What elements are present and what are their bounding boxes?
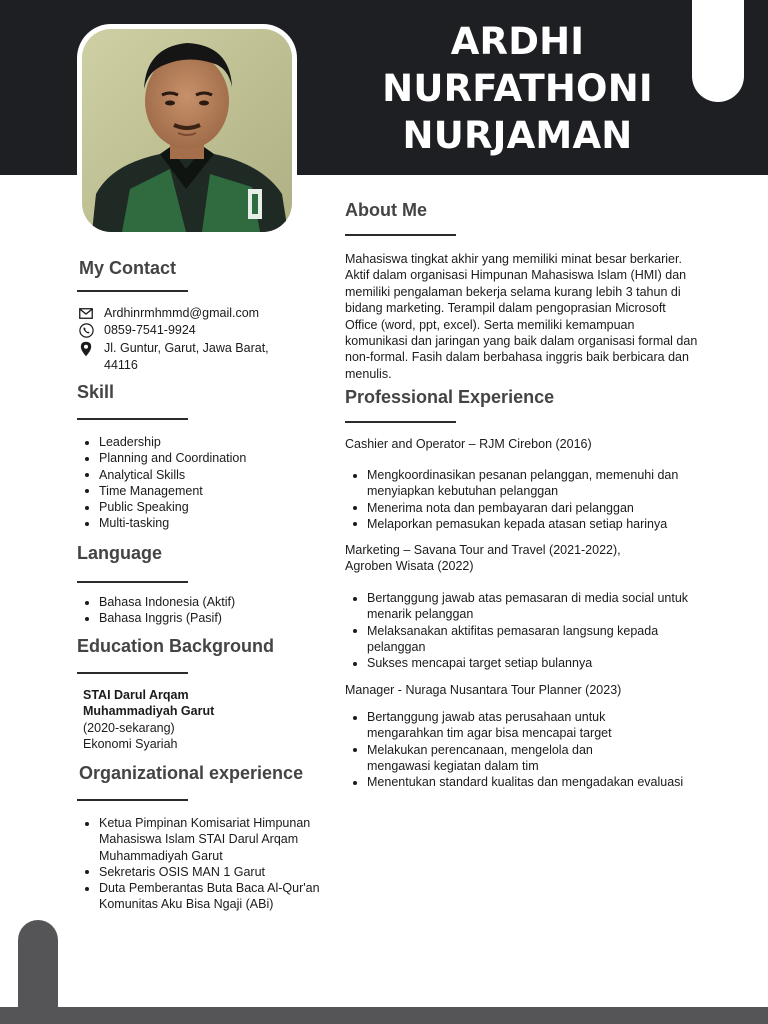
contact-phone[interactable]: 0859-7541-9924 [104,323,196,337]
list-item [345,467,678,500]
list-item-line: Bertanggung jawab atas pemasaran di media social untuk [367,591,689,605]
list-item [345,590,688,623]
education-heading: Education Background [77,636,275,656]
list-item: Time Management [77,483,246,499]
decorative-tab-top [692,0,744,102]
about-line: menulis. [345,366,392,381]
mail-icon [77,305,95,322]
experience-divider [345,421,456,423]
about-line: non-formal. Fasih dalam berbahasa inggris baik berbicara dan [345,350,689,365]
phone-icon [77,322,95,339]
list-item-line: Menentukan standard kualitas dan mengadakan evaluasi [367,775,684,790]
list-item [77,880,320,913]
about-line: Aktif dalam organisasi Himpunan Mahasiswa Islam (HMI) dan [345,268,687,283]
job-duties-list [345,709,683,790]
profile-photo [82,29,292,232]
organization-heading: Organizational experience [79,763,304,783]
list-item: Planning and Coordination [77,450,246,466]
about-line: bidang marketing. Terampil dalam pengoprasian Microsoft [345,301,666,316]
list-item: Leadership [77,434,246,450]
list-item-line: Mengkoordinasikan pesanan pelanggan, memenuhi dan [367,468,679,482]
job-title-line: Cashier and Operator – RJM Cirebon (2016) [345,437,592,451]
list-item-line: Ketua Pimpinan Komisariat Himpunan [99,816,311,830]
list-item [345,709,683,742]
list-item [345,516,678,532]
name-line-3: NURJAMAN [402,114,633,157]
list-item-line: Melakukan perencanaan, mengelola dan [367,742,593,757]
job-duties-list [345,467,678,532]
address-line-2: 44116 [104,358,138,372]
list-item-line: Bertanggung jawab atas perusahaan untuk [367,710,606,724]
education-divider [77,672,188,674]
list-item-line: Komunitas Aku Bisa Ngaji (ABi) [99,897,274,912]
contact-address-row [77,340,269,374]
list-item-line: mengawasi kegiatan dalam tim [367,758,539,773]
list-item-line: menyiapkan kebutuhan pelanggan [367,484,559,499]
language-list [77,594,235,627]
about-paragraph [345,251,705,382]
job-title-line: Manager - Nuraga Nusantara Tour Planner (2023) [345,683,622,697]
address-line-1: Jl. Guntur, Garut, Jawa Barat, [104,341,269,355]
job-title [345,542,621,575]
list-item: Bahasa Inggris (Pasif) [77,610,235,626]
list-item-line: Duta Pemberantas Buta Baca Al-Qur'an [99,881,320,896]
list-item-line: Melaksanakan aktifitas pemasaran langsung kepada [367,623,659,638]
organization-divider [77,799,188,801]
list-item: Analytical Skills [77,467,246,483]
contact-heading: My Contact [79,258,177,278]
contact-phone-row [77,322,196,339]
list-item [345,500,678,516]
skill-heading: Skill [77,382,115,402]
education-period: (2020-sekarang) [83,720,175,735]
contact-email-row [77,305,259,322]
organization-list [77,815,320,913]
about-divider [345,234,456,236]
candidate-name [370,18,665,159]
list-item-line: menarik pelanggan [367,607,474,622]
job-duties-list [345,590,688,671]
about-heading: About Me [345,200,427,220]
list-item: Public Speaking [77,499,246,515]
about-line: Office (word, ppt, excel). Serta memiliki kemampuan [345,317,635,332]
list-item-line: Menerima nota dan pembayaran dari pelanggan [367,500,634,515]
language-heading: Language [77,543,163,563]
list-item [345,623,688,656]
job-title [345,436,592,452]
list-item-line: Melaporkan pemasukan kepada atasan setiap harinya [367,516,668,531]
skill-divider [77,418,188,420]
list-item: Multi-tasking [77,515,246,531]
school-name-line-2: Muhammadiyah Garut [83,704,215,719]
job-title-line: Agroben Wisata (2022) [345,559,474,574]
job-title [345,682,621,698]
list-item-line: Mahasiswa Islam STAI Darul Arqam [99,832,299,847]
profile-photo-frame [77,24,297,237]
list-item [77,864,320,880]
about-line: Mahasiswa tingkat akhir yang memiliki minat besar berkarier. [345,252,682,266]
skill-list [77,434,246,532]
job-title-line: Marketing – Savana Tour and Travel (2021-2022), [345,543,621,557]
list-item [345,742,683,775]
list-item-line: Sukses mencapai target setiap bulannya [367,656,593,671]
list-item [345,774,683,790]
footer-band [0,1007,768,1024]
contact-divider [77,290,188,292]
list-item-line: Sekretaris OSIS MAN 1 Garut [99,864,266,879]
list-item: Bahasa Indonesia (Aktif) [77,594,235,610]
about-line: memiliki pengalaman bekerja selama kurang lebih 3 tahun di [345,284,681,299]
contact-email[interactable]: Ardhinrmhmmd@gmail.com [104,306,260,320]
list-item-line: pelanggan [367,639,426,654]
school-name-line-1: STAI Darul Arqam [83,688,189,702]
list-item [345,655,688,671]
name-line-2: NURFATHONI [382,67,653,110]
education-entry [83,687,214,752]
list-item-line: Muhammadiyah Garut [99,848,223,863]
name-line-1: ARDHI [450,20,585,63]
education-major: Ekonomi Syariah [83,736,178,751]
contact-address [104,340,269,374]
location-pin-icon [77,340,95,357]
list-item-line: mengarahkan tim agar bisa mencapai target [367,726,612,741]
list-item [77,815,320,864]
about-line: komunikasi dan jaringan yang baik dalam organisasi formal dan [345,334,698,349]
language-divider [77,581,188,583]
experience-heading: Professional Experience [345,387,555,407]
